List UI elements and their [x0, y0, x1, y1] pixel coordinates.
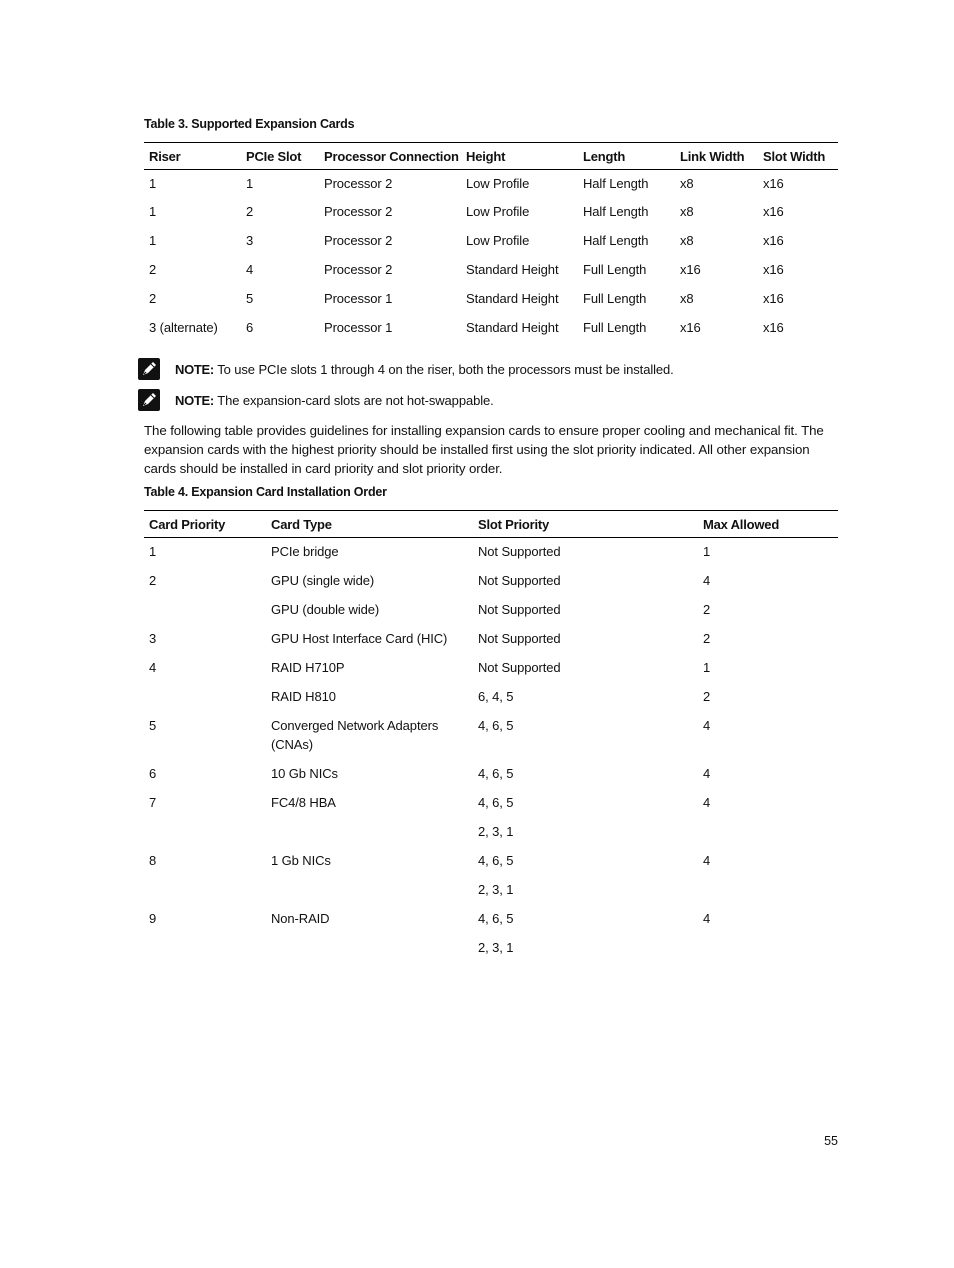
table-row	[144, 933, 838, 962]
table-cell: 4	[703, 795, 711, 810]
table-cell: 2	[149, 573, 157, 588]
table-cell: Low Profile	[466, 233, 530, 248]
table-row	[144, 313, 838, 342]
table-cell: 9	[149, 911, 157, 926]
table-cell: 2	[246, 204, 254, 219]
table-row	[144, 595, 838, 624]
table-cell: 5	[246, 291, 254, 306]
table-cell: 1	[149, 544, 157, 559]
table-cell: Low Profile	[466, 204, 530, 219]
column-header: Slot Priority	[473, 511, 698, 538]
table-cell: 2, 3, 1	[478, 940, 514, 955]
table-cell: x16	[763, 291, 784, 306]
table-cell: Processor 2	[324, 262, 393, 277]
table-cell: x16	[680, 262, 701, 277]
table-cell: Standard Height	[466, 291, 559, 306]
column-header: Card Type	[266, 511, 473, 538]
note-callout	[138, 389, 494, 411]
table-cell: 7	[149, 795, 157, 810]
table-cell: x16	[763, 320, 784, 335]
table-cell	[144, 682, 266, 711]
table-cell: Full Length	[583, 320, 647, 335]
table-row	[144, 759, 838, 788]
table-cell: 1	[246, 176, 254, 191]
table-cell: x16	[680, 320, 701, 335]
table-cell: 10 Gb NICs	[271, 766, 338, 781]
note-text: To use PCIe slots 1 through 4 on the riser, both the processors must be installed.	[213, 361, 674, 377]
table-cell: 5	[149, 718, 157, 733]
table-row	[144, 711, 838, 759]
table-cell: 4	[246, 262, 254, 277]
column-header: Riser	[144, 143, 241, 170]
table-row	[144, 197, 838, 226]
table-cell	[698, 817, 838, 846]
table-cell	[144, 817, 266, 846]
table-cell: Half Length	[583, 233, 649, 248]
column-header: Card Priority	[144, 511, 266, 538]
table-cell: Standard Height	[466, 320, 559, 335]
table-row	[144, 624, 838, 653]
table-row	[144, 566, 838, 595]
table-cell	[144, 595, 266, 624]
column-header: PCIe Slot	[241, 143, 319, 170]
table-header-row	[144, 143, 838, 170]
table-cell: 4, 6, 5	[478, 853, 514, 868]
table-cell: Processor 1	[324, 320, 393, 335]
column-header: Processor Connection	[319, 143, 461, 170]
table-cell: GPU (double wide)	[271, 602, 380, 617]
table-cell: Full Length	[583, 291, 647, 306]
note-callout	[138, 358, 674, 380]
table-cell: 2, 3, 1	[478, 882, 514, 897]
table-cell	[698, 875, 838, 904]
column-header: Link Width	[675, 143, 758, 170]
table-row	[144, 170, 838, 198]
table-cell: 1	[149, 204, 157, 219]
column-header: Length	[578, 143, 675, 170]
table-cell: Processor 2	[324, 176, 393, 191]
table-cell: x16	[763, 176, 784, 191]
table-row	[144, 788, 838, 817]
page-number: 55	[824, 1134, 838, 1148]
table-cell: x16	[763, 233, 784, 248]
supported-expansion-cards-table	[144, 142, 838, 342]
table-cell: 4, 6, 5	[478, 911, 514, 926]
table-cell: 3	[149, 631, 157, 646]
column-header: Max Allowed	[698, 511, 838, 538]
table-cell: Not Supported	[478, 631, 561, 646]
table-cell: Low Profile	[466, 176, 530, 191]
table-cell: 1	[149, 233, 157, 248]
table3-caption: Table 3. Supported Expansion Cards	[144, 117, 355, 131]
note-text: The expansion-card slots are not hot-swappable.	[213, 392, 494, 408]
note-pencil-icon	[138, 358, 160, 380]
table-cell: GPU Host Interface Card (HIC)	[271, 631, 448, 646]
body-paragraph: The following table provides guidelines for installing expansion cards to ensure proper cooling and mechanical fit. The expansion cards with the highest priority should be installed first using the slot priority indicated. All other expansion cards should be installed in card priority and slot priority order.	[144, 423, 824, 476]
table4-caption: Table 4. Expansion Card Installation Order	[144, 485, 387, 499]
table-cell: x8	[680, 176, 694, 191]
table-cell: 2	[703, 631, 711, 646]
table-cell: Processor 2	[324, 204, 393, 219]
table-cell: Full Length	[583, 262, 647, 277]
table-cell: x16	[763, 204, 784, 219]
table-cell: x8	[680, 291, 694, 306]
table-cell: 6	[149, 766, 157, 781]
table-cell	[698, 933, 838, 962]
table-row	[144, 846, 838, 875]
table-cell: 4	[703, 718, 711, 733]
table-cell: GPU (single wide)	[271, 573, 375, 588]
table-cell: Processor 1	[324, 291, 393, 306]
table-cell: Half Length	[583, 204, 649, 219]
table-row	[144, 226, 838, 255]
column-header: Height	[461, 143, 578, 170]
table-cell	[144, 933, 266, 962]
table-cell: x8	[680, 233, 694, 248]
table-cell	[266, 875, 473, 904]
table-cell: Half Length	[583, 176, 649, 191]
table-row	[144, 817, 838, 846]
table-header-row	[144, 511, 838, 538]
table-cell: Not Supported	[478, 602, 561, 617]
table-cell: 6	[246, 320, 254, 335]
table-cell: 1 Gb NICs	[271, 853, 331, 868]
table-cell: 2	[703, 689, 711, 704]
table-row	[144, 875, 838, 904]
table-cell: Not Supported	[478, 573, 561, 588]
table-cell: RAID H710P	[271, 660, 345, 675]
table-cell: 8	[149, 853, 157, 868]
table-cell: x8	[680, 204, 694, 219]
table-cell	[266, 817, 473, 846]
column-header: Slot Width	[758, 143, 838, 170]
table-cell: 1	[703, 544, 711, 559]
table-cell: 1	[149, 176, 157, 191]
table-row	[144, 904, 838, 933]
table-row	[144, 284, 838, 313]
table-cell: 2	[149, 291, 157, 306]
table-cell	[144, 875, 266, 904]
note-pencil-icon	[138, 389, 160, 411]
table-row	[144, 682, 838, 711]
table-cell: 2	[703, 602, 711, 617]
table-cell: Not Supported	[478, 660, 561, 675]
table-cell: Not Supported	[478, 544, 561, 559]
table-row	[144, 538, 838, 567]
table-cell: 4, 6, 5	[478, 718, 514, 733]
table-cell: 1	[703, 660, 711, 675]
table-cell: Processor 2	[324, 233, 393, 248]
table-cell: FC4/8 HBA	[271, 795, 336, 810]
table-cell: 3 (alternate)	[149, 320, 218, 335]
expansion-card-installation-order-table	[144, 510, 838, 962]
table-cell: 4	[703, 766, 711, 781]
table-cell: Standard Height	[466, 262, 559, 277]
table-cell: 4, 6, 5	[478, 766, 514, 781]
table-cell: Non-RAID	[271, 911, 330, 926]
table-cell: 4	[703, 911, 711, 926]
table-cell: x16	[763, 262, 784, 277]
table-row	[144, 255, 838, 284]
table-cell: PCIe bridge	[271, 544, 339, 559]
table-cell: Converged Network Adapters (CNAs)	[271, 718, 439, 752]
table-cell	[266, 933, 473, 962]
table-cell: 4	[703, 853, 711, 868]
note-label: NOTE:	[175, 361, 214, 377]
table-cell: 4, 6, 5	[478, 795, 514, 810]
table-cell: 3	[246, 233, 254, 248]
table-cell: 2	[149, 262, 157, 277]
note-label: NOTE:	[175, 392, 214, 408]
table-cell: 4	[149, 660, 157, 675]
table-cell: 4	[703, 573, 711, 588]
table-cell: RAID H810	[271, 689, 336, 704]
table-cell: 6, 4, 5	[478, 689, 514, 704]
table-cell: 2, 3, 1	[478, 824, 514, 839]
table-row	[144, 653, 838, 682]
